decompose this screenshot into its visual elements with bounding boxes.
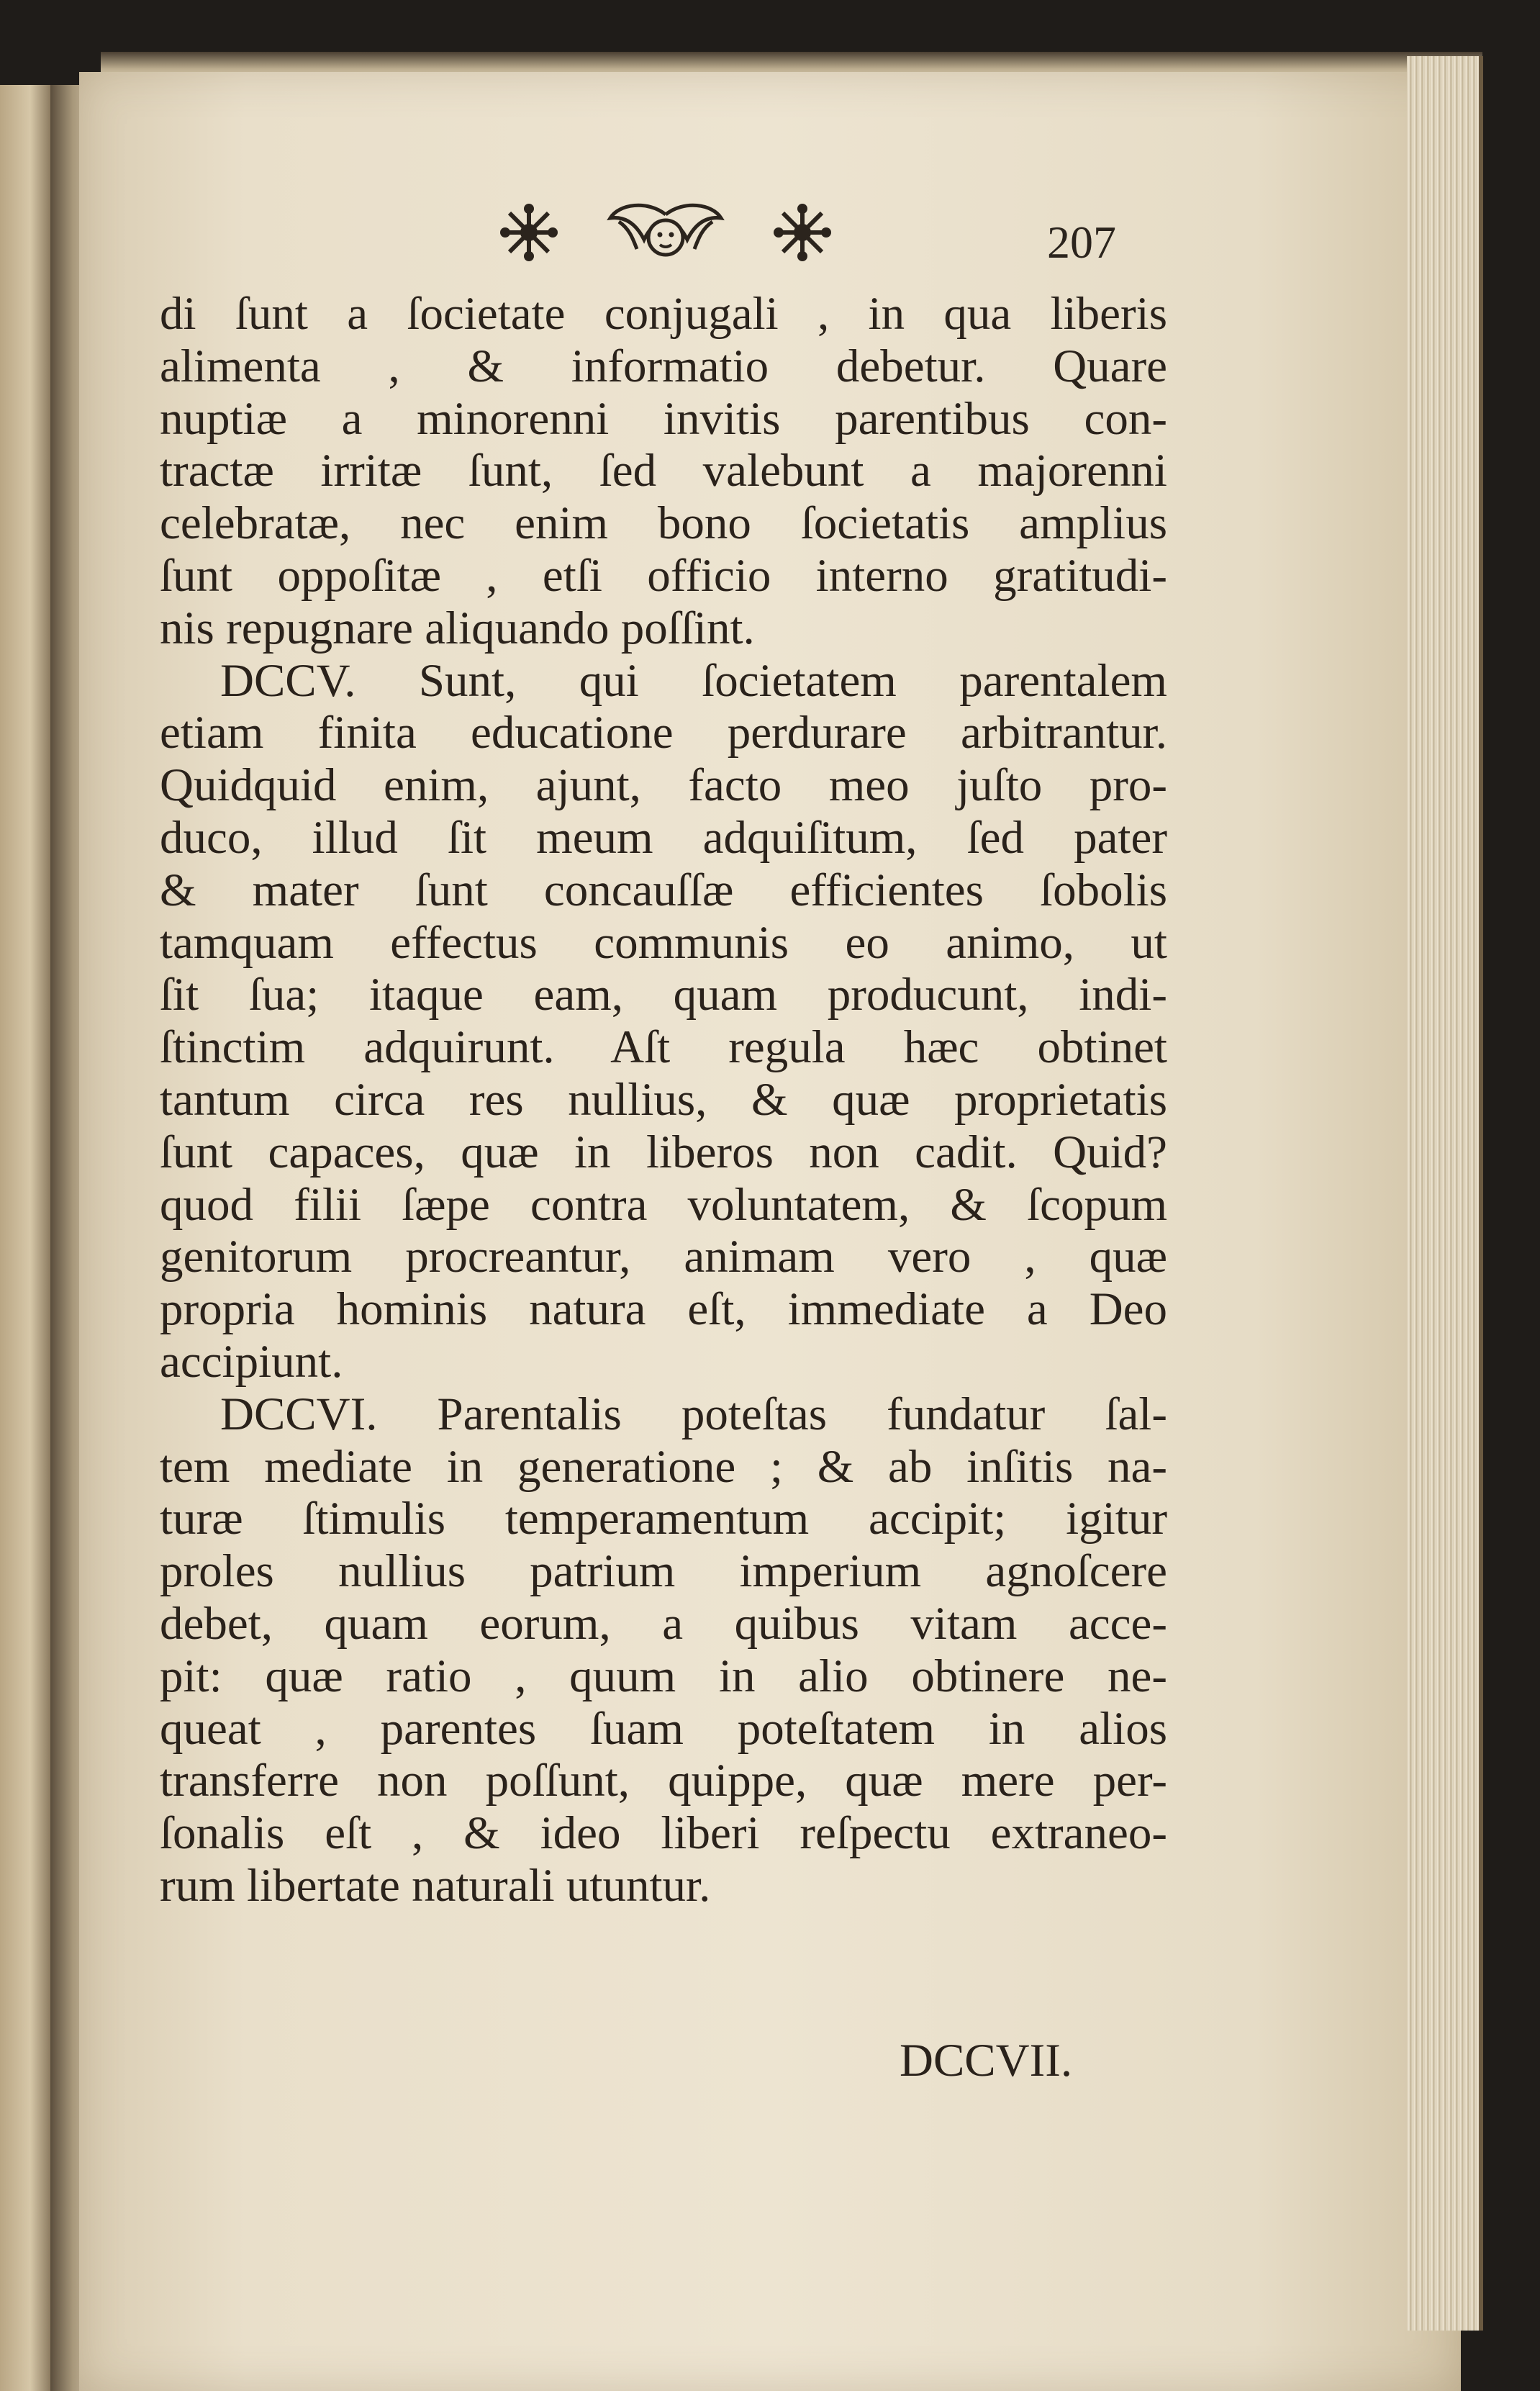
text-line: accipiunt. xyxy=(160,1335,343,1388)
page-block-edges xyxy=(1407,56,1483,2331)
body-text xyxy=(160,288,1167,1912)
text-line: etiam finita educatione perdurare arbitrantur. xyxy=(160,707,1167,759)
text-line: ſunt oppoſitæ , etſi officio interno gratitudi- xyxy=(160,549,1167,602)
text-line: tractæ irritæ ſunt, ſed valebunt a majorenni xyxy=(160,445,1167,497)
text-line: rum libertate naturali utuntur. xyxy=(160,1859,711,1912)
text-line: quod filii ſæpe contra voluntatem, & ſcopum xyxy=(160,1178,1167,1231)
text-line: duco, illud ſit meum adquiſitum, ſed pater xyxy=(160,811,1167,864)
text-line: tem mediate in generatione ; & ab inſitis na- xyxy=(160,1440,1167,1493)
text-line: di ſunt a ſocietate conjugali , in qua liberis xyxy=(160,288,1167,340)
header-ornament xyxy=(497,193,835,272)
text-line: alimenta , & informatio debetur. Quare xyxy=(160,340,1167,392)
text-line: turæ ſtimulis temperamentum accipit; igitur xyxy=(160,1493,1167,1545)
winged-cherub-icon xyxy=(604,200,727,265)
text-line: ſonalis eſt , & ideo liberi reſpectu extraneo- xyxy=(160,1807,1167,1860)
text-line: celebratæ, nec enim bono ſocietatis amplius xyxy=(160,497,1167,550)
text-line: nuptiæ a minorenni invitis parentibus con- xyxy=(160,392,1167,445)
paragraph-start-dccvi: DCCVI. Parentalis poteſtas fundatur ſal- xyxy=(220,1388,1167,1440)
asterisk-flower-icon xyxy=(770,200,835,265)
paragraph-start-dccv: DCCV. Sunt, qui ſocietatem parentalem xyxy=(220,654,1167,707)
text-line: debet, quam eorum, a quibus vitam acce- xyxy=(160,1597,1167,1650)
text-line: genitorum procreantur, animam vero , quæ xyxy=(160,1231,1167,1283)
text-line: pit: quæ ratio , quum in alio obtinere ne- xyxy=(160,1650,1167,1702)
text-line: & mater ſunt concauſſæ efficientes ſobolis xyxy=(160,864,1167,916)
text-line: propria hominis natura eſt, immediate a Deo xyxy=(160,1283,1167,1336)
text-line: queat , parentes ſuam poteſtatem in alios xyxy=(160,1702,1167,1755)
text-line: tamquam effectus communis eo animo, ut xyxy=(160,916,1167,969)
catchword: DCCVII. xyxy=(900,2035,1073,2087)
text-line: ſit ſua; itaque eam, quam producunt, indi- xyxy=(160,969,1167,1021)
text-line: ſtinctim adquirunt. Aſt regula hæc obtinet xyxy=(160,1021,1167,1074)
text-line: proles nullius patrium imperium agnoſcere xyxy=(160,1545,1167,1598)
page-number: 207 xyxy=(1047,217,1116,268)
asterisk-flower-icon xyxy=(497,200,561,265)
text-line: transferre non poſſunt, quippe, quæ mere per- xyxy=(160,1755,1167,1807)
text-line: Quidquid enim, ajunt, facto meo juſto pro- xyxy=(160,759,1167,812)
text-line: ſunt capaces, quæ in liberos non cadit. Quid? xyxy=(160,1126,1167,1178)
text-line: nis repugnare aliquando poſſint. xyxy=(160,602,755,654)
previous-page-edge xyxy=(0,85,50,2391)
text-line: tantum circa res nullius, & quæ proprietatis xyxy=(160,1073,1167,1126)
